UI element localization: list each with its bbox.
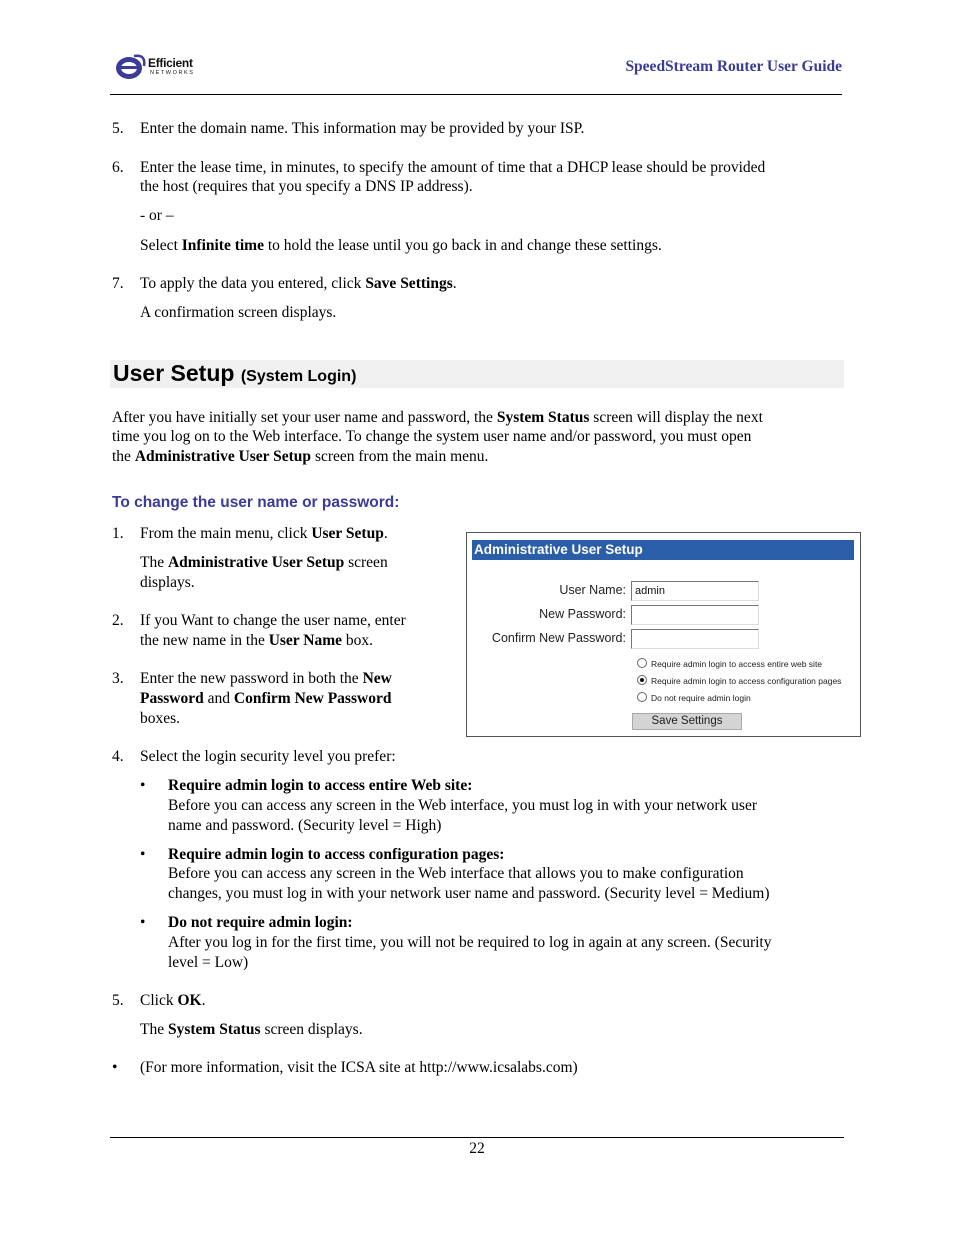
section-heading [110,360,844,388]
admin-user-setup-screenshot [466,532,861,737]
page-number: 22 [469,1140,485,1157]
panel-title-bar [472,540,854,560]
bullet-low-desc: After you log in for the first time, you will not be required to log in again at any screen. (Security [168,934,772,951]
radio-button-checked-icon[interactable] [637,675,647,685]
logo-e-icon [114,52,148,82]
footer-rule [110,1137,844,1138]
new-password-input[interactable] [631,605,759,625]
radio-entire-site[interactable]: Require admin login to access entire web site [637,657,822,669]
radio-no-login[interactable]: Do not require admin login [637,691,751,703]
intro-line-1: After you have initially set your user name and password, the System Status screen will display the next [112,409,763,426]
radio-button-icon[interactable] [637,658,647,668]
radio-config-pages[interactable]: Require admin login to access configuration pages [637,674,841,686]
header-rule [110,94,842,95]
user-name-input[interactable]: admin [631,581,759,601]
intro-line-3: the Administrative User Setup screen from the main menu. [112,448,489,465]
save-settings-button[interactable]: Save Settings [632,713,742,730]
section-subtitle: (System Login) [240,368,357,385]
new-password-label: New Password: [539,607,626,621]
section-title: User Setup [113,360,235,386]
confirm-password-input[interactable] [631,629,759,649]
bullet-medium-desc: Before you can access any screen in the Web interface that allows you to make configuration [168,865,744,882]
bullet-high-desc-cont: name and password. (Security level = High) [168,817,442,834]
confirm-password-label: Confirm New Password: [491,631,626,645]
bullet-medium-desc-cont: changes, you must log in with your network user name and password. (Security level = Medium) [168,885,770,902]
efficient-networks-logo [114,52,209,82]
intro-line-2: time you log on to the Web interface. To change the system user name and/or password, you must open [112,428,752,445]
panel-title: Administrative User Setup [474,542,643,557]
bullet-low-desc-cont: level = Low) [168,954,249,971]
radio-button-icon[interactable] [637,692,647,702]
logo-sub: NETWORKS [150,70,195,76]
user-name-label: User Name: [559,583,626,597]
logo-brand: Efficient [148,56,193,70]
bullet-high-desc: Before you can access any screen in the Web interface, you must log in with your network user [168,797,757,814]
header-title: SpeedStream Router User Guide [625,58,842,75]
procedure-heading: To change the user name or password: [112,494,400,511]
